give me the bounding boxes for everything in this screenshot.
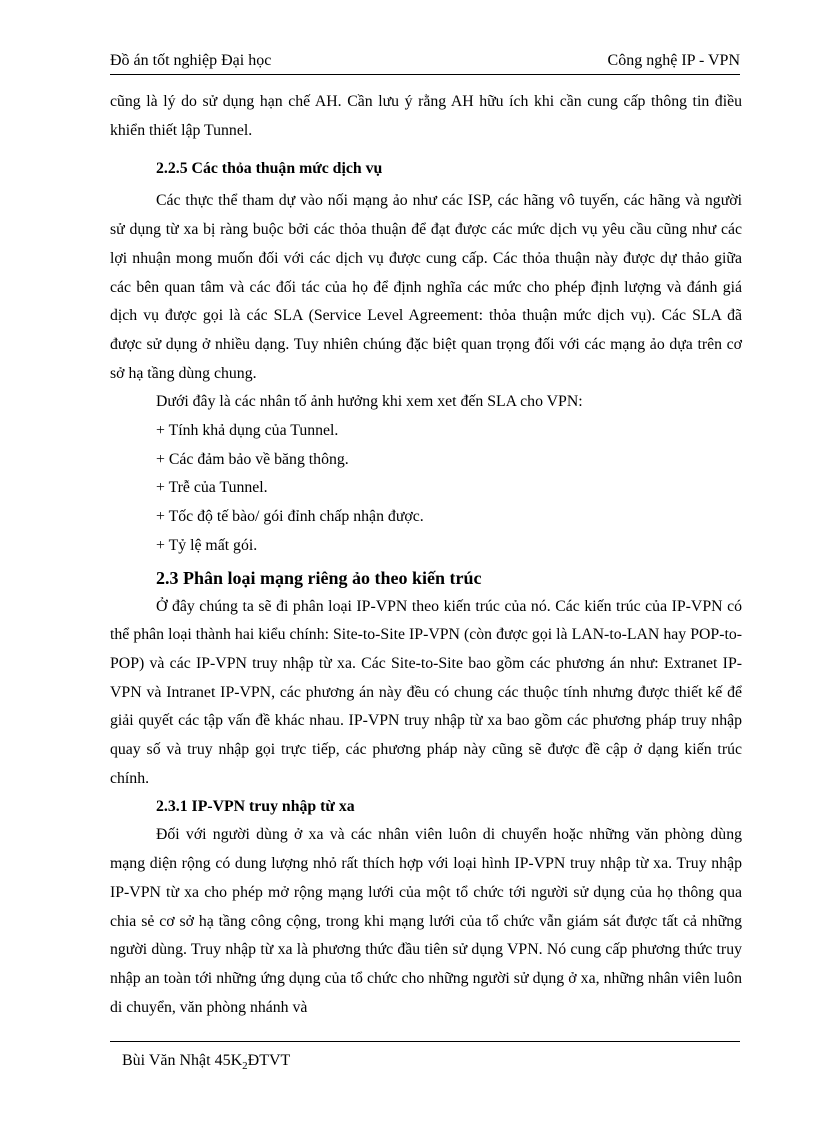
heading-2-2-5: 2.2.5 Các thỏa thuận mức dịch vụ [156,160,383,178]
page-footer [122,1052,290,1072]
list-item: + Các đảm bảo về băng thông. [156,450,349,468]
header-topic: Công nghệ IP - VPN [607,52,740,69]
list-item: + Tỷ lệ mất gói. [156,536,258,554]
heading-2-3: 2.3 Phân loại mạng riêng ảo theo kiến trúc [156,567,482,588]
list-item: + Tốc độ tế bào/ gói đỉnh chấp nhận được. [156,508,424,526]
paragraph-sla-intro: Các thực thể tham dự vào nối mạng ảo như các ISP, các hãng vô tuyến, các hãng và người sử dụng từ xa bị ràng buộc bởi các thỏa thuận để đạt được các mức dịch vụ yêu cầu cũng như các lợi nhuận mong muốn đối với các dịch vụ được cung cấp. Các thỏa thuận này được dự thảo giữa các bên quan tâm và các đối tác của họ để định nghĩa các mức cho phép định lượng và đánh giá dịch vụ được gọi là các SLA (Service Level Agreement: thỏa thuận mức dịch vụ). Các SLA đã được sử dụng ở nhiều dạng. Tuy nhiên chúng đặc biệt quan trọng đối với các mạng ảo dựa trên cơ sở hạ tầng dùng chung. [110,192,742,382]
footer-author: Bùi Văn Nhật 45K [122,1052,243,1069]
footer-class-subscript: 2 [242,1060,248,1073]
paragraph-continued: cũng là lý do sử dụng hạn chế AH. Cần lưu ý rằng AH hữu ích khi cần cung cấp thông tin điều khiển thiết lập Tunnel. [110,93,742,139]
footer-divider [110,1041,740,1042]
page-content [110,88,742,1022]
list-item: + Tính khả dụng của Tunnel. [156,422,339,440]
paragraph-architecture: Ở đây chúng ta sẽ đi phân loại IP-VPN theo kiến trúc của nó. Các kiến trúc của IP-VPN có thể phân loại thành hai kiểu chính: Site-to-Site IP-VPN (còn được gọi là LAN-to-LAN hay POP-to-POP) và các IP-VPN truy nhập từ xa. Các Site-to-Site bao gồm các phương án như: Extranet IP-VPN và Intranet IP-VPN, các phương án này đều có chung các thuộc tính nhưng được thiết kế để giải quyết các tập vấn đề khác nhau. IP-VPN truy nhập từ xa bao gồm các phương pháp truy nhập quay số và truy nhập gọi trực tiếp, các phương pháp này cũng sẽ được đề cập ở dạng kiến trúc chính. [110,597,742,787]
page-header [110,52,740,75]
footer-department: ĐTVT [247,1052,291,1069]
heading-2-3-1: 2.3.1 IP-VPN truy nhập từ xa [156,798,355,816]
paragraph-sla-factors: Dưới đây là các nhân tố ảnh hưởng khi xem xet đến SLA cho VPN: [156,393,583,411]
paragraph-remote-access: Đối với người dùng ở xa và các nhân viên luôn di chuyển hoặc những văn phòng dùng mạng diện rộng có dung lượng nhỏ rất thích hợp với loại hình IP-VPN truy nhập từ xa. Truy nhập IP-VPN từ xa cho phép mở rộng mạng lưới của một tổ chức tới người sử dụng của họ thông qua chia sẻ cơ sở hạ tầng công cộng, trong khi mạng lưới của tổ chức vẫn giám sát được tất cả những người dùng. Truy nhập từ xa là phương thức đầu tiên sử dụng VPN. Nó cung cấp phương thức truy nhập an toàn tới những ứng dụng của tổ chức cho những người sử dụng ở xa, những nhân viên luôn di chuyển, văn phòng nhánh và [110,826,742,1016]
header-thesis-title: Đồ án tốt nghiệp Đại học [110,52,272,69]
list-item: + Trễ của Tunnel. [156,479,268,497]
